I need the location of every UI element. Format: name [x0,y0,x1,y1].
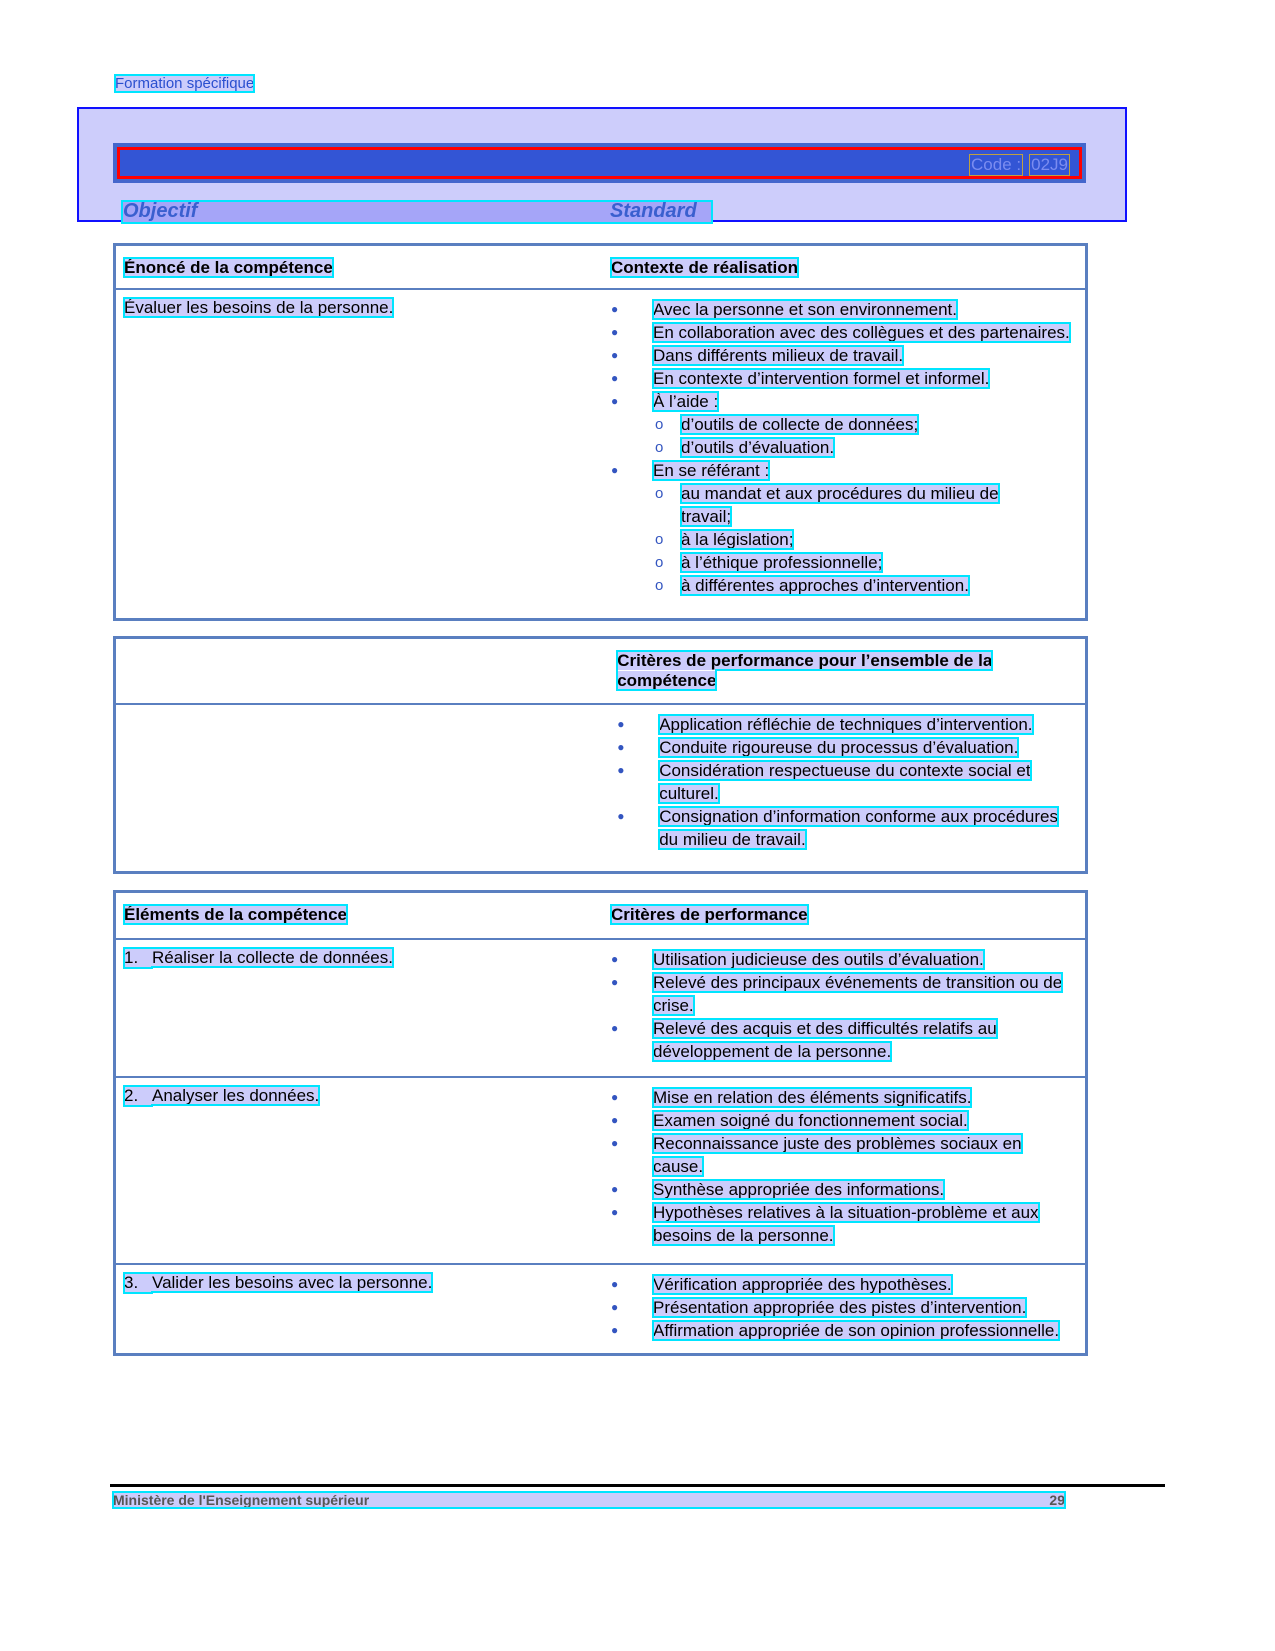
list-item [611,298,1073,321]
bullet-icon: ● [611,348,619,362]
list-item-text: Présentation appropriée des pistes d’intervention. [653,1298,1027,1318]
list-item [617,759,1079,805]
objectif-label: Objectif [123,200,198,222]
list-item [653,413,1051,436]
list-item-text: En se référant : [653,461,770,480]
list-item-text: à l’éthique professionnelle; [681,553,883,572]
list-item-text: Vérification appropriée des hypothèses. [653,1275,952,1295]
circle-bullet-icon: o [655,439,664,456]
bullet-icon: ● [611,1205,619,1219]
list-item-text: En collaboration avec des collègues et des partenaires. [653,323,1070,342]
program-code [970,155,1069,175]
list-item-text: Reconnaissance juste des problèmes sociaux en cause. [653,1134,1022,1176]
list-item [653,528,1051,551]
list-item-text: Relevé des principaux événements de transition ou de crise. [653,972,1063,1015]
list-item [611,344,1073,367]
bullet-icon: ● [611,1090,619,1104]
footer-ministry: Ministère de l'Enseignement supérieur [113,1492,370,1508]
bullet-icon: ● [611,394,619,408]
bullet-icon: ● [611,1277,619,1292]
table-row [115,1077,1087,1264]
competence-table [113,243,1088,621]
criteria-header: Critères de performance [611,905,808,924]
page-number: 29 [1049,1492,1065,1508]
footer-rule [110,1484,1165,1487]
bullet-icon: ● [611,302,619,316]
overall-criteria-header: Critères de performance pour l’ensemble de la compétence [617,651,993,690]
list-item [617,713,1079,736]
element-label [124,948,393,967]
bullet-icon: ● [611,1300,619,1315]
table-row [115,1264,1087,1354]
list-item [611,459,1073,482]
element-text: Réaliser la collecte de données. [152,947,393,967]
list-item [653,574,1051,597]
list-item-text: Consignation d’information conforme aux procédures du milieu de travail. [659,806,1058,849]
context-list [611,298,1085,597]
list-item [611,1201,1073,1247]
code-label: Code : [971,155,1022,174]
list-item-text: Hypothèses relatives à la situation-problème et aux besoins de la personne. [653,1203,1039,1245]
bullet-icon: ● [611,1182,619,1196]
criteria-list [611,1273,1085,1342]
list-item-text: Synthèse appropriée des informations. [653,1180,945,1199]
running-title: Formation spécifique [115,75,255,92]
bullet-icon: ● [611,1020,619,1035]
element-text: Valider les besoins avec la personne. [152,1273,433,1293]
bullet-icon: ● [611,371,619,385]
list-item-text: à la législation; [681,530,794,549]
list-item-text: Relevé des acquis et des difficultés relatifs au développement de la personne. [653,1018,997,1061]
overall-criteria-list [617,713,1085,851]
bullet-icon: ● [611,951,619,966]
list-item [611,971,1073,1017]
list-item [611,1296,1073,1319]
list-item-text: En contexte d’intervention formel et informel. [653,369,990,388]
objective-standard-heading [123,202,711,222]
list-item [611,1319,1073,1342]
table-row [115,939,1087,1077]
elements-header: Éléments de la compétence [124,905,347,924]
list-item [653,482,1051,528]
element-label [124,1086,319,1105]
bullet-icon: ● [611,974,619,989]
circle-bullet-icon: o [655,416,664,433]
bullet-icon: ● [611,463,619,477]
list-item-text: Avec la personne et son environnement. [653,300,957,319]
code-value: 02J9 [1031,155,1068,174]
list-item [611,1109,1073,1132]
list-item-text: Utilisation judicieuse des outils d’évaluation. [653,949,984,969]
elements-table [113,890,1088,1356]
criteria-list [611,948,1085,1063]
list-item-text: Mise en relation des éléments significatifs. [653,1088,972,1107]
element-number: 3. [124,1273,139,1293]
list-item [611,948,1073,971]
competence-statement: Évaluer les besoins de la personne. [124,298,394,317]
list-item [611,1273,1073,1296]
list-item-text: Conduite rigoureuse du processus d’évaluation. [659,737,1019,757]
circle-bullet-icon: o [655,531,664,548]
list-item-text: Affirmation appropriée de son opinion professionnelle. [653,1321,1060,1341]
standard-label: Standard [610,200,697,222]
bullet-icon: ● [617,716,625,731]
circle-bullet-icon: o [655,485,664,502]
statement-header: Énoncé de la compétence [124,258,333,277]
list-item [653,436,1051,459]
element-number: 2. [124,1086,139,1105]
element-label [124,1273,432,1292]
list-item [611,367,1073,390]
circle-bullet-icon: o [655,577,664,594]
bullet-icon: ● [617,808,625,823]
list-item [611,1086,1073,1109]
list-item-text: au mandat et aux procédures du milieu de travail; [681,484,999,526]
list-item-text: Application réfléchie de techniques d’intervention. [659,714,1033,734]
list-item-text: À l’aide : [653,392,719,411]
list-item-text: Examen soigné du fonctionnement social. [653,1111,968,1130]
element-number: 1. [124,947,139,967]
list-item [617,736,1079,759]
bullet-icon: ● [617,762,625,777]
list-item [611,1178,1073,1201]
sub-list [611,413,1085,459]
context-header: Contexte de réalisation [611,258,799,277]
element-text: Analyser les données. [152,1086,320,1105]
list-item-text: Dans différents milieux de travail. [653,346,904,365]
bullet-icon: ● [611,325,619,339]
list-item-text: d’outils de collecte de données; [681,415,919,434]
list-item-text: à différentes approches d’intervention. [681,576,969,595]
list-item [611,390,1073,413]
bullet-icon: ● [617,739,625,754]
bullet-icon: ● [611,1136,619,1150]
circle-bullet-icon: o [655,554,664,571]
criteria-list [611,1086,1085,1247]
list-item [611,321,1073,344]
list-item-text: d’outils d’évaluation. [681,438,835,457]
overall-criteria-table [113,636,1088,874]
list-item [611,1017,1073,1063]
list-item [653,551,1051,574]
list-item [611,1132,1073,1178]
list-item [617,805,1079,851]
sub-list [611,482,1085,597]
code-bar [113,143,1086,183]
list-item-text: Considération respectueuse du contexte social et culturel. [659,760,1031,803]
bullet-icon: ● [611,1113,619,1127]
footer [113,1492,1065,1508]
bullet-icon: ● [611,1323,619,1338]
